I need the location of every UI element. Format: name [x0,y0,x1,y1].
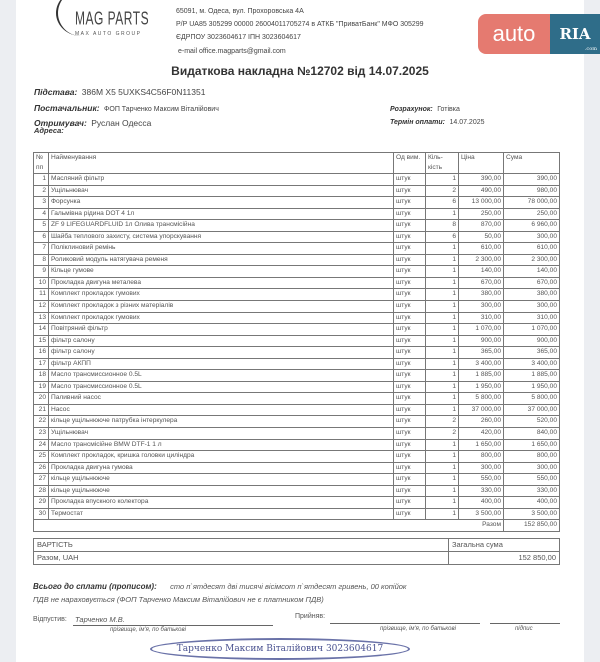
item-qty: 1 [426,381,459,393]
item-qty: 6 [426,231,459,243]
item-qty: 2 [426,185,459,197]
item-price: 260,00 [459,416,504,428]
item-qty: 1 [426,485,459,497]
row-number: 13 [34,312,49,324]
item-qty: 1 [426,254,459,266]
item-qty: 6 [426,197,459,209]
item-price: 1 650,00 [459,439,504,451]
item-price: 1 950,00 [459,381,504,393]
company-bank: Р/Р UA85 305299 00000 26004011705274 в АТКБ "ПриватБанк" МФО 305299 [176,21,424,28]
item-unit: штук [394,243,426,255]
col-unit: Од вим. [394,153,426,174]
item-name: кільце ущільнююче [49,485,394,497]
item-qty: 1 [426,439,459,451]
row-number: 2 [34,185,49,197]
item-price: 1 885,00 [459,370,504,382]
row-number: 21 [34,404,49,416]
item-name: Повітряний фільтр [49,324,394,336]
item-qty: 1 [426,301,459,313]
row-number: 30 [34,508,49,520]
table-row [34,289,560,301]
row-number: 22 [34,416,49,428]
item-sum: 300,00 [504,231,560,243]
table-row [34,485,560,497]
row-number: 16 [34,347,49,359]
item-sum: 310,00 [504,312,560,324]
item-price: 250,00 [459,208,504,220]
released-name-hint: прізвище, ім'я, по батькові [110,627,186,633]
item-sum: 670,00 [504,277,560,289]
table-row [34,474,560,486]
item-unit: штук [394,381,426,393]
row-number: 29 [34,497,49,509]
item-unit: штук [394,174,426,186]
item-unit: штук [394,289,426,301]
item-unit: штук [394,347,426,359]
table-row [34,370,560,382]
table-row [34,335,560,347]
item-price: 390,00 [459,174,504,186]
table-total-row [34,520,560,532]
item-price: 140,00 [459,266,504,278]
item-unit: штук [394,393,426,405]
item-sum: 800,00 [504,451,560,463]
item-qty: 1 [426,451,459,463]
item-qty: 1 [426,497,459,509]
item-name: ZF 9 LIFEGUARDFLUID 1л Олива трансмісійна [49,220,394,232]
item-sum: 3 400,00 [504,358,560,370]
table-row [34,428,560,440]
item-qty: 1 [426,347,459,359]
words-label: Всього до сплати (прописом): [33,582,157,591]
item-unit: штук [394,254,426,266]
row-number: 10 [34,277,49,289]
item-sum: 400,00 [504,497,560,509]
summary-table [33,538,560,565]
item-sum: 390,00 [504,174,560,186]
item-unit: штук [394,324,426,336]
col-name: Найменування [49,153,394,174]
document-title: Видаткова накладна №12702 від 14.07.2025 [171,64,429,78]
item-price: 310,00 [459,312,504,324]
item-name: Масло трансмісійне BMW DTF-1 1 л [49,439,394,451]
item-unit: штук [394,451,426,463]
item-price: 550,00 [459,474,504,486]
item-unit: штук [394,474,426,486]
item-price: 870,00 [459,220,504,232]
table-row [34,497,560,509]
item-unit: штук [394,277,426,289]
total-value: 152 850,00 [504,520,560,532]
row-number: 19 [34,381,49,393]
item-price: 330,00 [459,485,504,497]
item-qty: 1 [426,324,459,336]
item-name: кільце ущільнююче [49,474,394,486]
row-number: 25 [34,451,49,463]
watermark-auto: auto [478,14,550,54]
item-sum: 1 885,00 [504,370,560,382]
row-number: 6 [34,231,49,243]
item-unit: штук [394,485,426,497]
accepted-label: Прийняв: [295,613,326,620]
item-sum: 365,00 [504,347,560,359]
row-number: 9 [34,266,49,278]
row-number: 1 [34,174,49,186]
item-unit: штук [394,197,426,209]
table-row [34,381,560,393]
table-row [34,439,560,451]
item-sum: 6 960,00 [504,220,560,232]
item-unit: штук [394,370,426,382]
item-price: 37 000,00 [459,404,504,416]
item-qty: 8 [426,220,459,232]
item-name: Паливний насос [49,393,394,405]
item-name: фільтр салону [49,347,394,359]
accepted-name-hint: прізвище, ім'я, по батькові [380,626,456,632]
item-sum: 840,00 [504,428,560,440]
item-qty: 1 [426,243,459,255]
table-row [34,312,560,324]
released-name: Тарченко М.В. [75,615,125,624]
item-sum: 900,00 [504,335,560,347]
item-name: Масляний фільтр [49,174,394,186]
item-unit: штук [394,220,426,232]
table-row [34,358,560,370]
table-row [34,393,560,405]
item-sum: 1 950,00 [504,381,560,393]
brand-logo: MAG PARTS [75,8,150,29]
item-name: Насос [49,404,394,416]
item-price: 13 000,00 [459,197,504,209]
item-sum: 550,00 [504,474,560,486]
col-sum: Сума [504,153,560,174]
item-name: Масло трансмиссионное 0.5L [49,370,394,382]
table-row [34,208,560,220]
row-number: 8 [34,254,49,266]
table-row [34,324,560,336]
table-row [34,416,560,428]
item-sum: 140,00 [504,266,560,278]
company-codes: ЄДРПОУ 3023604617 ІПН 3023604617 [176,34,301,41]
item-name: Кільце гумове [49,266,394,278]
table-row [34,220,560,232]
item-price: 670,00 [459,277,504,289]
item-price: 490,00 [459,185,504,197]
item-unit: штук [394,266,426,278]
item-name: Комплект прокладок з різних матеріалів [49,301,394,313]
due-label: Термін оплати: [390,119,446,126]
grand-total-label: Загальна сума [449,539,560,552]
item-sum: 78 000,00 [504,197,560,209]
company-stamp: Тарченко Максим Віталійович 3023604617 [150,638,410,660]
table-row [34,451,560,463]
item-name: Комплект прокладок гумових [49,312,394,324]
item-qty: 1 [426,266,459,278]
item-name: Роликовий модуль натягувача ременя [49,254,394,266]
items-table [33,152,560,532]
item-price: 400,00 [459,497,504,509]
row-number: 23 [34,428,49,440]
item-price: 5 800,00 [459,393,504,405]
item-name: Прокладка двигуна металева [49,277,394,289]
item-price: 900,00 [459,335,504,347]
item-qty: 1 [426,277,459,289]
table-row [34,185,560,197]
item-sum: 1 070,00 [504,324,560,336]
table-row [34,404,560,416]
item-sum: 300,00 [504,462,560,474]
item-sum: 380,00 [504,289,560,301]
item-qty: 1 [426,358,459,370]
item-unit: штук [394,312,426,324]
item-unit: штук [394,185,426,197]
item-name: Термостат [49,508,394,520]
col-number: № пп [34,153,49,174]
brand-subtitle: MAX AUTO GROUP [75,31,142,37]
table-header-row [34,153,560,174]
item-unit: штук [394,508,426,520]
basis-value: 386M X5 5UXKS4C56F0N11351 [81,87,206,97]
company-address: 65091, м. Одеса, вул. Прохоровська 4А [176,8,304,15]
row-number: 3 [34,197,49,209]
item-qty: 1 [426,370,459,382]
item-price: 3 500,00 [459,508,504,520]
autoria-watermark [478,14,600,54]
due-value: 14.07.2025 [449,119,485,126]
row-number: 15 [34,335,49,347]
item-price: 300,00 [459,462,504,474]
table-row [34,254,560,266]
sum-uah-label: Разом, UAH [34,552,449,565]
item-unit: штук [394,497,426,509]
item-sum: 330,00 [504,485,560,497]
table-row [34,266,560,278]
item-qty: 1 [426,335,459,347]
receiver-value: Руслан Одесса [91,118,152,128]
supplier-label: Постачальник: [34,103,100,113]
item-sum: 37 000,00 [504,404,560,416]
item-qty: 1 [426,174,459,186]
address-label: Адреса: [34,126,64,135]
item-price: 420,00 [459,428,504,440]
payment-label: Розрахунок: [390,106,433,113]
item-qty: 1 [426,474,459,486]
item-name: Прокладка впускного колектора [49,497,394,509]
watermark-ria: RIA .com [550,14,600,54]
row-number: 4 [34,208,49,220]
item-sum: 3 500,00 [504,508,560,520]
item-unit: штук [394,335,426,347]
item-unit: штук [394,404,426,416]
item-qty: 2 [426,428,459,440]
item-unit: штук [394,428,426,440]
item-sum: 5 800,00 [504,393,560,405]
item-name: фільтр АКПП [49,358,394,370]
company-email: e-mail office.magparts@gmail.com [178,48,286,55]
row-number: 17 [34,358,49,370]
item-name: Ущільнювач [49,428,394,440]
item-qty: 1 [426,312,459,324]
signature-hint: підпис [515,626,533,632]
total-label: Разом [34,520,504,532]
item-price: 610,00 [459,243,504,255]
item-name: Прокладка двигуна гумова [49,462,394,474]
row-number: 7 [34,243,49,255]
table-row [34,231,560,243]
item-name: фільтр салону [49,335,394,347]
item-qty: 1 [426,462,459,474]
item-qty: 1 [426,393,459,405]
item-sum: 250,00 [504,208,560,220]
row-number: 12 [34,301,49,313]
item-qty: 1 [426,404,459,416]
row-number: 11 [34,289,49,301]
item-name: Комплект прокладок гумових [49,289,394,301]
item-qty: 1 [426,508,459,520]
table-row [34,277,560,289]
row-number: 20 [34,393,49,405]
vat-note: ПДВ не нараховується (ФОП Тарченко Максим Віталійович не є платником ПДВ) [33,595,324,604]
row-number: 26 [34,462,49,474]
table-row [34,197,560,209]
row-number: 27 [34,474,49,486]
item-unit: штук [394,231,426,243]
item-name: Гальмівна рідина DOT 4 1л [49,208,394,220]
item-unit: штук [394,462,426,474]
row-number: 18 [34,370,49,382]
item-unit: штук [394,301,426,313]
item-sum: 610,00 [504,243,560,255]
item-name: Ущільнювач [49,185,394,197]
grand-total-value: 152 850,00 [449,552,560,565]
row-number: 5 [34,220,49,232]
item-name: Комплект прокладок, кришка головки циліндра [49,451,394,463]
row-number: 24 [34,439,49,451]
item-price: 380,00 [459,289,504,301]
item-sum: 2 300,00 [504,254,560,266]
table-row [34,462,560,474]
amount-in-words: сто п`ятдесят дві тисячі вісімсот п`ятдесят гривень, 00 копійок [170,582,407,591]
item-qty: 1 [426,208,459,220]
row-number: 14 [34,324,49,336]
table-row [34,174,560,186]
item-unit: штук [394,208,426,220]
table-row [34,243,560,255]
table-row [34,347,560,359]
item-price: 50,00 [459,231,504,243]
item-price: 300,00 [459,301,504,313]
receiver-label: Отримувач: [34,118,87,128]
item-price: 365,00 [459,347,504,359]
item-name: Шайба теплового захисту, система упорскування [49,231,394,243]
col-qty: Кіль-кість [426,153,459,174]
item-price: 2 300,00 [459,254,504,266]
item-qty: 1 [426,289,459,301]
col-price: Ціна [459,153,504,174]
item-unit: штук [394,358,426,370]
basis-label: Підстава: [34,87,78,97]
item-sum: 1 650,00 [504,439,560,451]
released-label: Відпустив: [33,616,67,623]
item-sum: 520,00 [504,416,560,428]
item-name: Масло трансмиссионное 0.5L [49,381,394,393]
item-price: 3 400,00 [459,358,504,370]
item-sum: 300,00 [504,301,560,313]
item-name: Форсунка [49,197,394,209]
cost-label: ВАРТІСТЬ [34,539,449,552]
table-row [34,301,560,313]
item-sum: 980,00 [504,185,560,197]
item-name: кільце ущільнююче патрубка інтеркулера [49,416,394,428]
item-unit: штук [394,416,426,428]
row-number: 28 [34,485,49,497]
payment-value: Готівка [437,106,460,113]
item-price: 1 070,00 [459,324,504,336]
item-price: 800,00 [459,451,504,463]
item-name: Поліклиновий ремінь [49,243,394,255]
item-qty: 2 [426,416,459,428]
supplier-value: ФОП Тарченко Максим Віталійович [104,106,219,113]
item-unit: штук [394,439,426,451]
table-row [34,508,560,520]
